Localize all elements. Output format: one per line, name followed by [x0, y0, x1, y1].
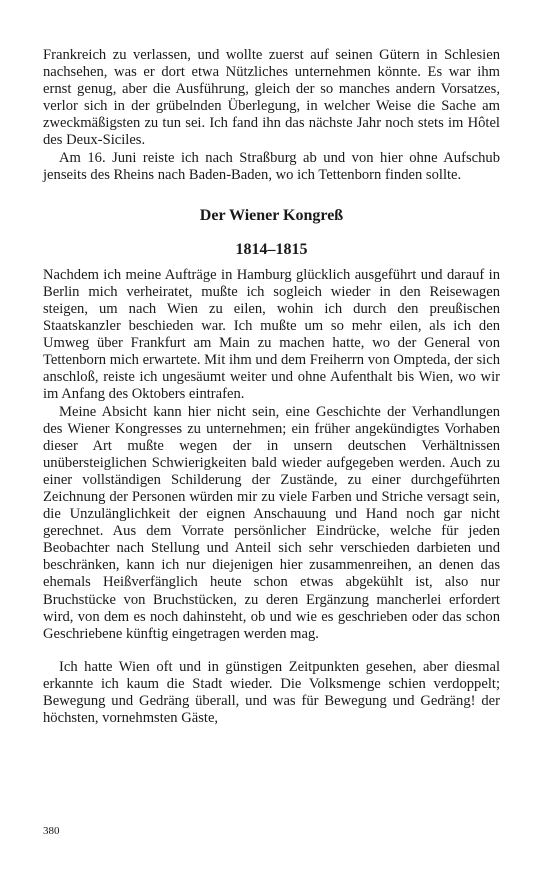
paragraph-continued: Frankreich zu verlassen, und wollte zuerst auf seinen Gütern in Schlesien nachsehen, was er dort etwa Nützliches unternehmen könnte. Es war ihm ernst genug, aber die Ausführung, gleich der so manches andern Vorsatzes, verlor sich in der grübelnden Überlegung, in welcher Weise die Sache am zweckmäßigsten zu tun sei. Ich fand ihn das nächste Jahr noch stets im Hôtel des Deux-Siciles.: [43, 47, 500, 149]
paragraph-arrival: Nachdem ich meine Aufträge in Hamburg glücklich ausgeführt und darauf in Berlin mich verheiratet, mußte ich sogleich wieder in den Reisewagen steigen, um nach Wien zu eilen, wohin ich durch den preußischen Staatskanzler beschieden war. Ich mußte um so mehr eilen, als ich den Umweg über Frankfurt am Main zu machen hatte, wo der General von Tettenborn mich erwartete. Mit ihm und dem Freiherrn von Ompteda, der sich anschloß, reiste ich ungesäumt weiter und ohne Aufenthalt bis Wien, wo wir im Anfang des Oktobers eintrafen.: [43, 266, 500, 403]
page-body: [43, 47, 500, 727]
chapter-title: Der Wiener Kongreß: [199, 206, 344, 224]
chapter-years: 1814–1815: [235, 240, 308, 258]
paragraph-vienna: Ich hatte Wien oft und in günstigen Zeitpunkten gesehen, aber diesmal erkannte ich kaum die Stadt wieder. Die Volksmenge schien verdoppelt; Bewegung und Gedräng überall, und was für Bewegung und Gedräng! der höchsten, vornehmsten Gäste,: [43, 658, 500, 727]
section-gap: [43, 643, 500, 659]
paragraph-departure: Am 16. Juni reiste ich nach Straßburg ab und von hier ohne Aufschub jenseits des Rheins nach Baden-Baden, wo ich Tettenborn finden sollte.: [43, 149, 500, 183]
paragraph-intention: Meine Absicht kann hier nicht sein, eine Geschichte der Verhandlungen des Wiener Kongresses zu unternehmen; ein früher angekündigtes Vorhaben dieser Art mußte wegen der in unsern deutschen Verhältnissen unübersteiglichen Schwierigkeiten bald wieder aufgegeben werden. Auch zu einer vollständigen Schilderung der Zustände, zu einer durchgeführten Zeichnung der Personen würden mir zu viele Farben und Striche versagt sein, die Unzulänglichkeit der eignen Anschauung und Hand noch gar nicht gerechnet. Aus dem Vorrate persönlicher Eindrücke, welche für jeden Beobachter nach Stellung und Anteil sich sehr verschieden darbieten und beschränken, kann ich nur diejenigen hier zusammenreihen, an denen das ehemals Heißverfänglich heute schon etwas abgekühlt ist, also nur Bruchstücke von Bruchstücken, zu deren Ergänzung mancherlei erfordert wird, von dem es noch dahinsteht, ob und wie es geschrieben oder das schon Geschriebene künftig eingetragen werden mag.: [43, 403, 500, 642]
page-number: 380: [43, 825, 60, 837]
